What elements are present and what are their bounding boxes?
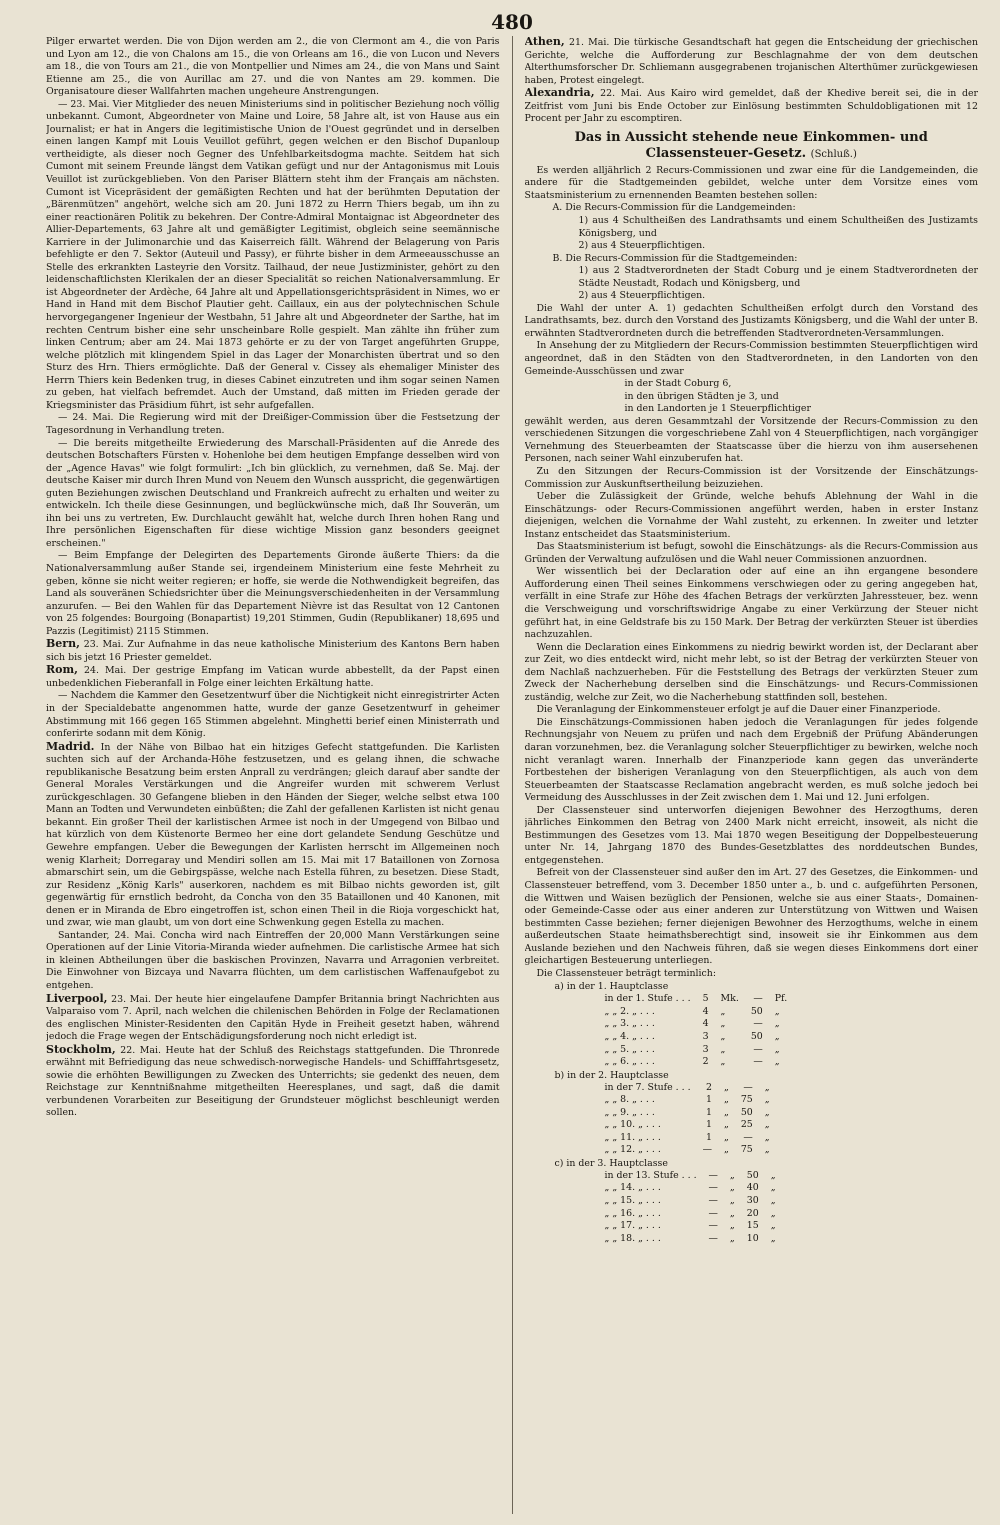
- commission-b-item: 2) aus 4 Steuerpflichtigen.: [578, 290, 706, 302]
- article-madrid: [46, 741, 500, 930]
- tax-veranlagung: Die Veranlagung der Einkommensteuer erfolgt je auf die Dauer einer Finanzperiode.: [536, 704, 941, 716]
- rate-mark-unit: „: [729, 1207, 735, 1219]
- rate-stufe: „ „ 12. „ . . .: [604, 1144, 661, 1156]
- distribution-item: in den übrigen Städten je 3, und: [624, 390, 779, 402]
- dateline-bern: Bern,: [46, 637, 80, 651]
- rate-pfennig-unit: „: [764, 1119, 770, 1131]
- tax-staatsministerium: Das Staatsministerium ist befugt, sowohl die Einschätzungs- als die Recurs-Commission aus Gründen der Verwaltung aufzulösen und die Wahl neuer Commissionen anzuordnen.: [524, 541, 978, 565]
- rate-table: [599, 993, 794, 1068]
- dateline-alexandria: Alexandria,: [524, 86, 595, 100]
- rate-pfennig: 20: [746, 1207, 759, 1219]
- rate-mark: —: [708, 1220, 718, 1232]
- rate-row: [599, 1082, 776, 1095]
- rate-mark-unit: „: [729, 1182, 735, 1194]
- rate-pfennig: —: [753, 1043, 763, 1055]
- rate-mark: 1: [705, 1094, 712, 1106]
- rate-stufe: „ „ 16. „ . . .: [604, 1207, 661, 1219]
- dateline-rom: Rom,: [46, 663, 78, 677]
- distribution-item: in der Stadt Coburg 6,: [624, 378, 732, 390]
- rate-pfennig-unit: „: [770, 1220, 776, 1232]
- rate-stufe: „ „ 6. „ . . .: [604, 1056, 655, 1068]
- commission-a: [525, 202, 979, 215]
- article-alexandria-text: 22. Mai. Aus Kairo wird gemeldet, daß der Khedive bereit sei, die in der Zeitfrist vom Juni bis Ende October zur Einlösung bestimmten Schuldobligationen mit 12 Procent per Jahr zu escomptiren.: [524, 88, 978, 125]
- rate-pfennig-unit: „: [770, 1182, 776, 1194]
- rate-stufe: in der 1. Stufe . . .: [604, 993, 691, 1005]
- rate-pfennig: 50: [750, 1031, 763, 1043]
- rate-mark: 4: [702, 1018, 709, 1030]
- commission-a-items: [525, 215, 979, 253]
- right-column: [525, 36, 979, 1514]
- distribution-list: [525, 378, 979, 416]
- rate-row: [599, 1144, 776, 1157]
- rate-mark-unit: „: [723, 1131, 729, 1143]
- rate-row: [599, 993, 794, 1006]
- rate-pfennig: —: [743, 1131, 753, 1143]
- rate-mark-unit: „: [729, 1220, 735, 1232]
- article-bern-text: 23. Mai. Zur Aufnahme in das neue katholische Ministerium des Kantons Bern haben sich bis jetzt 16 Priester gemeldet.: [46, 639, 500, 663]
- article-liverpool: [46, 993, 500, 1044]
- rate-stufe: „ „ 17. „ . . .: [604, 1220, 661, 1232]
- rate-stufe: „ „ 10. „ . . .: [604, 1119, 661, 1131]
- rate-pfennig-unit: „: [764, 1144, 770, 1156]
- rate-row: [599, 1195, 782, 1208]
- rate-mark-unit: „: [720, 1005, 726, 1017]
- rate-mark-unit: „: [729, 1169, 735, 1181]
- rate-pfennig-unit: „: [774, 1005, 780, 1017]
- columns: [46, 36, 978, 1514]
- article-hohenlohe: — Die bereits mitgetheilte Erwiederung des Marschall-Präsidenten auf die Anrede des deutschen Botschafters Fürsten v. Hohenlohe bei dem heutigen Empfange desselben wird von der „Agence Havas" wie folgt formulirt: „Ich bin glücklich, zu vernehmen, daß Se. Maj. der deutsche Kaiser mir durch Ihren Mund von Neuem den Wunsch ausspricht, die gegenwärtigen guten Beziehungen zwischen Deutschland und Frankreich aufrecht zu erhalten und weiter zu entwickeln. Ich theile diese Gesinnungen, und beglückwünsche mich, daß Ihr Souverän, um ihn bei uns zu vertreten, Ew. Durchlaucht gewählt hat, welche durch Ihren hohen Rang und Ihre persönlichen Eigenschaften für diese wichtige Mission ganz besonders geeignet erscheinen.": [46, 437, 500, 549]
- dateline-liverpool: Liverpool,: [46, 991, 108, 1005]
- rate-mark-unit: „: [723, 1094, 729, 1106]
- rate-mark: 1: [705, 1119, 712, 1131]
- tax-befreit: Befreit von der Classensteuer sind außer den im Art. 27 des Gesetzes, die Einkommen- und Classensteuer betreffend, vom 3. December 1850 unter a., b. und c. aufgeführten Personen, die Wittwen und Waisen bezüglich der Pensionen, welche sie aus einer Staats-, Domainen- oder Gemeinde-Casse oder aus einer anderen zur Unterstützung von Wittwen und Waisen bestimmten Casse beziehen; ferner diejenigen Bewohner des Herzogthums, welche in einem außerdeutschen Staate heimathsberechtigt sind, insoweit sie ihr Einkommen aus dem Auslande beziehen und den Nachweis führen, daß sie wegen dieses Einkommens dort einer gleichartigen Besteuerung unterliegen.: [524, 867, 978, 967]
- rate-pfennig-unit: „: [764, 1131, 770, 1143]
- rate-row: [599, 1018, 794, 1031]
- rate-pfennig: 50: [750, 1005, 763, 1017]
- rate-pfennig-unit: „: [770, 1207, 776, 1219]
- rate-mark: 3: [702, 1031, 709, 1043]
- rate-stufe: „ „ 9. „ . . .: [604, 1106, 655, 1118]
- rate-mark: 2: [705, 1081, 712, 1093]
- rate-mark-unit: „: [720, 1043, 726, 1055]
- rate-pfennig: 50: [740, 1106, 753, 1118]
- rate-mark: —: [708, 1232, 718, 1244]
- tax-gewaehlt: gewählt werden, aus deren Gesammtzahl der Vorsitzende der Recurs-Commission zu den verschiedenen Sitzungen die vorgeschriebene Zahl von 4 Steuerpflichtigen, nach vorgängiger Vernehmung des Steuerbeamten der Staatscasse über die hierzu von ihm ausersehenen Personen, nach seiner Wahl einzuberufen hat.: [524, 415, 978, 465]
- rate-stufe: „ „ 3. „ . . .: [604, 1018, 655, 1030]
- commission-a-head: A. Die Recurs-Commission für die Landgemeinden:: [552, 202, 796, 214]
- article-santander: Santander, 24. Mai. Concha wird nach Eintreffen der 20,000 Mann Verstärkungen seine Operationen auf der Linie Vitoria-Miranda wieder aufnehmen. Die carlistische Armee hat sich in kleinen Abtheilungen über die baskischen Provinzen, Navarra und Arragonien verbreitet. Die Einwohner von Bizcaya und Navarra flüchten, um dem carlistischen Waffenaufgebot zu entgehen.: [46, 929, 500, 992]
- tax-einschaetzung: Die Einschätzungs-Commissionen haben jedoch die Veranlagungen für jedes folgende Rechnungsjahr von Neuem zu prüfen und nach dem Ergebniß der Prüfung Abänderungen daran vorzunehmen, bez. die Veranlagung solcher Steuerpflichtiger zu bewirken, welche noch nicht veranlagt waren. Innerhalb der Finanzperiode kann gegen das unveränderte Fortbestehen der bisherigen Veranlagung von den Steuerpflichtigen, als auch von dem Steuerbeamten der Staatscasse Reclamation angebracht werden, es muß solche jedoch bei Vermeidung des Ausschlusses in der Zeit zwischen dem 1. Mai und 12. Juni erfolgen.: [524, 716, 978, 804]
- rate-pfennig-unit: „: [774, 1031, 780, 1043]
- rate-mark: —: [708, 1182, 718, 1194]
- rate-pfennig: —: [743, 1081, 753, 1093]
- article-athen: [525, 36, 979, 87]
- dateline-stockholm: Stockholm,: [46, 1042, 116, 1056]
- article-ministerium: — 23. Mai. Vier Mitglieder des neuen Ministeriums sind in politischer Beziehung noch völlig unbekannt. Cumont, Abgeordneter von Maine und Loire, 58 Jahre alt, ist von Hause aus ein Journalist; er hat in Angers die legitimistische Union de l'Ouest gegründet und in derselben einen langen Kampf mit Louis Veuillot geführt, gegen welchen er den Bischof Dupanloup vertheidigte, als dieser noch Gegner des Unfehlbarkeitsdogma machte. Seitdem hat sich Cumont mit seinem Freunde längst dem Vatikan gefügt und nur der Antagonismus mit Louis Veuillot ist zurückgeblieben. Von den Pariser Blättern steht ihm der Français am nächsten. Cumont ist Vicepräsident der gemäßigten Rechten und hat der berühmten Deputation der „Bärenmützen" angehört, welche sich am 20. Juni 1872 zu Herrn Thiers begab, um ihn zu einer reactionären Politik zu bekehren. Der Contre-Admiral Montaignac ist Abgeordneter des Allier-Departements, 63 Jahre alt und gemäßigter Legitimist, obgleich seine seemännische Karriere in der Julimonarchie und das Kaiserreich fällt. Während der Belagerung von Paris befehligte er den 7. Sektor (Auteuil und Passy), er führte bisher in dem Armeeausschusse an Stelle des erkrankten Lasteyrie den Vorsitz. Tailhaud, der neue Justizminister, gehört zu den leidenschaftlichsten Klerikalen der an dieser Specialität so reichen Nationalversammlung. Er ist Abgeordneter der Ardèche, 64 Jahre alt und Appellationsgerichtspräsident in Nimes, wo er Hand in Hand mit dem Bischof Plautier geht. Caillaux, ein aus der polytechnischen Schule hervorgegangener Ingenieur der Westbahn, 51 Jahre alt und Abgeordneter der Sarthe, hat im rechten Centrum bisher eine sehr unscheinbare Rolle gespielt. Man zählte ihn früher zum linken Centrum; aber am 24. Mai 1873 gehörte er zu der von Target angeführten Gruppe, welche plötzlich mit klingendem Spiel in das Lager der Monarchisten übertrat und so den Sturz des Hrn. Thiers ermöglichte. Daß der General v. Cissey als ehemaliger Minister des Herrn Thiers kein Bedenken trug, in dieses Cabinet einzutreten und ihm sogar seinen Namen zu geben, hat vielfach befremdet. Auch der Umstand, daß mitten im Frieden gerade der Kriegsminister das Präsidium führt, ist sehr aufgefallen.: [46, 98, 500, 411]
- tax-wahl: Die Wahl der unter A. 1) gedachten Schultheißen erfolgt durch den Vorstand des Landrathsamts, bez. durch den Vorstand des Justizamts Königsberg, und die Wahl der unter B. erwähnten Stadtverordneten durch die betreffenden Stadtverordneten-Versammlungen.: [524, 302, 978, 339]
- rate-pfennig-unit: „: [764, 1106, 770, 1118]
- rate-pfennig: 75: [740, 1094, 753, 1106]
- article-gironde: — Beim Empfange der Delegirten des Departements Gironde äußerte Thiers: da die Nationalversammlung außer Stande sei, irgendeinem Ministerium eine feste Mehrheit zu geben, könne sie nicht weiter regieren; er hoffe, sie werde die Nothwendigkeit begreifen, das Land als souveränen Schiedsrichter über die Meinungsverschiedenheiten in der Versammlung anzurufen. — Bei den Wahlen für das Departement Nièvre ist das Resultat von 12 Cantonen von 25 folgendes: Bourgoing (Bonapartist) 19,201 Stimmen, Gudin (Republikaner) 18,695 und Pazzis (Legitimist) 2115 Stimmen.: [46, 550, 500, 637]
- tax-sitzungen: Zu den Sitzungen der Recurs-Commission ist der Vorsitzende der Einschätzungs-Commission zur Auskunftsertheilung beizuziehen.: [524, 465, 978, 490]
- rate-row: [599, 1208, 782, 1221]
- left-column: [46, 36, 500, 1514]
- rate-mark: —: [708, 1207, 718, 1219]
- rate-mark: 4: [702, 1005, 709, 1017]
- rate-mark: 5: [702, 993, 709, 1005]
- rate-stufe: in der 7. Stufe . . .: [604, 1081, 691, 1093]
- rate-pfennig-unit: „: [770, 1232, 776, 1244]
- rate-stufe: „ „ 14. „ . . .: [604, 1182, 661, 1194]
- rate-row: [599, 1044, 794, 1057]
- rate-row: [599, 1182, 782, 1195]
- rate-mark-unit: „: [723, 1119, 729, 1131]
- column-divider: [512, 36, 513, 1514]
- article-dreissiger-commission: — 24. Mai. Die Regierung wird mit der Dreißiger-Commission über die Festsetzung der Tagesordnung in Verhandlung treten.: [46, 412, 500, 436]
- rate-pfennig-unit: „: [774, 1056, 780, 1068]
- rate-mark: —: [708, 1169, 718, 1181]
- rate-pfennig-unit: „: [770, 1195, 776, 1207]
- distribution-item: in den Landorten je 1 Steuerpflichtiger: [624, 403, 811, 415]
- rate-row: [599, 1220, 782, 1233]
- rate-mark-unit: „: [723, 1081, 729, 1093]
- rate-pfennig-unit: „: [774, 1043, 780, 1055]
- rate-pfennig: 15: [746, 1220, 759, 1232]
- article-pilger: Pilger erwartet werden. Die von Dijon werden am 2., die von Clermont am 4., die von Paris und Lyon am 12., die von Chalons am 15., die von Orleans am 16., die von Lucon und Nevers am 18., die von Tours am 21., die von Montpellier und Nimes am 24., die von Mans und Saint Etienne am 25., die von Aurillac am 27. und die von Nantes am 29. kommen. Die Organisatoure dieser Wallfahrten machen ungeheure Anstrengungen.: [46, 36, 500, 98]
- rate-stufe: „ „ 11. „ . . .: [604, 1131, 661, 1143]
- rate-row: [599, 1006, 794, 1019]
- rate-groups: [525, 980, 979, 1245]
- article-stockholm: [46, 1044, 500, 1120]
- rate-mark-unit: „: [720, 1056, 726, 1068]
- section-title-text: Das in Aussicht stehende neue Einkommen- und Classensteuer-Gesetz.: [574, 129, 928, 161]
- rate-group-head: a) in der 1. Hauptclasse: [554, 981, 669, 993]
- article-rom: [46, 664, 500, 690]
- rate-row: [599, 1031, 794, 1044]
- commission-a-item: 1) aus 4 Schultheißen des Landrathsamts und einem Schultheißen des Justizamts Königsberg, und: [578, 215, 978, 239]
- rate-mark-unit: „: [720, 1031, 726, 1043]
- rate-mark-unit: „: [723, 1144, 729, 1156]
- section-note: (Schluß.): [810, 148, 857, 160]
- rate-group-head: c) in der 3. Hauptclasse: [554, 1157, 668, 1169]
- rate-pfennig: 75: [740, 1144, 753, 1156]
- rate-row: [599, 1119, 776, 1132]
- rate-pfennig-unit: „: [774, 1018, 780, 1030]
- article-bern: [46, 638, 500, 664]
- article-athen-text: 21. Mai. Die türkische Gesandtschaft hat gegen die Entscheidung der griechischen Gerichte, welche die Aufforderung zur Beschlagnahme der von dem deutschen Alterthumsforscher Dr. Schliemann ausgegrabenen trojanischen Alterthümer zurückgewiesen haben, Protest eingelegt.: [524, 37, 978, 86]
- rate-stufe: „ „ 5. „ . . .: [604, 1043, 655, 1055]
- rate-pfennig-unit: „: [764, 1094, 770, 1106]
- tax-zulaessigkeit: Ueber die Zulässigkeit der Gründe, welche behufs Ablehnung der Wahl in die Einschätzungs- oder Recurs-Commissionen angeführt werden, haben in erster Instanz diejenigen, welchen die Vornahme der Wahl zusteht, zu erkennen. In zweiter und letzter Instanz entscheidet das Staatsministerium.: [524, 491, 978, 540]
- rate-stufe: „ „ 8. „ . . .: [604, 1094, 655, 1106]
- rate-stufe: „ „ 2. „ . . .: [604, 1005, 655, 1017]
- tax-declaration: Wer wissentlich bei der Declaration oder auf eine an ihn ergangene besondere Aufforderung einen Theil seines Einkommens verschwiegen oder zu gering angegeben hat, verfällt in eine Strafe zur Höhe des 4fachen Betrags der verkürzten Jahressteuer, bez. wenn die Verschweigung und vorschriftswidrige Angabe zu einer Verkürzung der Steuer nicht geführt hat, in eine Geldstrafe bis zu 150 Mark. Der Betrag der verkürzten Steuer ist überdies nachzuzahlen.: [524, 566, 978, 641]
- article-madrid-text: In der Nähe von Bilbao hat ein hitziges Gefecht stattgefunden. Die Karlisten suchten sich auf der Archanda-Höhe festzusetzen, und es gelang ihnen, die schwache republikanische Besatzung beim ersten Anprall zu verdrängen; gleich darauf aber sandte der General Morales Verstärkungen und die Angreifer wurden mit schwerem Verlust zurückgeschlagen. 30 Gefangene blieben in den Händen der Sieger, welche selbst etwa 100 Mann an Todten und Verwundeten einbüßten; die Zahl der gefallenen Karlisten ist nicht genau bekannt. Ein großer Theil der karlistischen Armee ist noch in der Umgegend von Bilbao und hat kürzlich von dem Küstenorte Bermeo her eine dort gelandete Sendung Geschütze und Gewehre empfangen. Ueber die Bewegungen der Karlisten herrscht im Allgemeinen noch wenig Klarheit; Dorregaray und Mendiri sollen am 15. Mai mit 17 Bataillonen von Zornosa abmarschirt sein, um die Gebirgspässe, welche nach Estella führen, zu besetzen. Diese Stadt, zur Residenz „König Karls" auserkoren, nachdem es mit Bilbao nichts geworden ist, gilt gegenwärtig für ernstlich bedroht, da Concha von den 35 Bataillonen und 40 Kanonen, mit denen er in Miranda de Ebro eingetroffen ist, schon einen Theil in die Rioja vorgeschickt hat, und zwar, wie man glaubt, um von dort eine Schwenkung gegen Estella zu machen.: [46, 741, 500, 929]
- section-title: [525, 130, 979, 163]
- tax-ansehung: In Ansehung der zu Mitgliedern der Recurs-Commission bestimmten Steuerpflichtigen wird angeordnet, daß in den Städten von den Stadtverordneten, in den Landorten von den Gemeinde-Ausschüssen und zwar: [524, 340, 978, 377]
- rate-pfennig: 50: [746, 1169, 759, 1181]
- rate-pfennig: 25: [740, 1119, 753, 1131]
- rate-mark: 1: [705, 1106, 712, 1118]
- rate-pfennig: —: [753, 1056, 763, 1068]
- rate-stufe: „ „ 15. „ . . .: [604, 1195, 661, 1207]
- rate-pfennig-unit: „: [770, 1169, 776, 1181]
- rate-row: [599, 1233, 782, 1246]
- tax-saetze: Die Classensteuer beträgt terminlich:: [536, 967, 716, 979]
- rate-mark: 2: [702, 1056, 709, 1068]
- page-number: 480: [491, 10, 533, 34]
- rate-stufe: „ „ 18. „ . . .: [604, 1232, 661, 1244]
- rate-mark-unit: „: [729, 1232, 735, 1244]
- article-rom-kammer: — Nachdem die Kammer den Gesetzentwurf über die Nichtigkeit nicht einregistrirter Acten in der Specialdebatte angenommen hatte, wurde der ganze Gesetzentwurf in geheimer Abstimmung mit 166 gegen 165 Stimmen abgelehnt. Minghetti berief einen Ministerrath und conferirte sodann mit dem König.: [46, 690, 500, 740]
- commission-b-items: [525, 265, 979, 303]
- article-stockholm-text: 22. Mai. Heute hat der Schluß des Reichstags stattgefunden. Die Thronrede erwähnt mit Befriedigung das neue schwedisch-norwegische Handels- und Schifffahrtsgesetz, sowie die erhöhten Bewilligungen zu Zwecken des Unterrichts; sie gedenkt des neuen, dem Reichstage zur Kenntnißnahme mitgetheilten Heeresplanes, und sagt, daß die damit verbundenen Vorarbeiten zur Beseitigung der Grundsteuer möglichst beschleunigt werden sollen.: [46, 1044, 500, 1119]
- commission-b-head: B. Die Recurs-Commission für die Stadtgemeinden:: [552, 252, 798, 264]
- rate-table: [599, 1082, 776, 1157]
- rate-mark: —: [702, 1144, 712, 1156]
- rate-pfennig: —: [753, 993, 763, 1005]
- rate-stufe: in der 13. Stufe . . .: [604, 1169, 697, 1181]
- rate-pfennig-unit: Pf.: [774, 993, 788, 1005]
- rate-mark: 1: [705, 1131, 712, 1143]
- rate-row: [599, 1132, 776, 1145]
- rate-mark: 3: [702, 1043, 709, 1055]
- rate-mark-unit: Mk.: [720, 993, 739, 1005]
- rate-row: [599, 1056, 794, 1069]
- article-liverpool-text: 23. Mai. Der heute hier eingelaufene Dampfer Britannia bringt Nachrichten aus Valparaiso vom 7. April, nach welchen die chilenischen Behörden in Folge der Reclamationen des englischen Minister-Residenten den Capitän Hyde in Freiheit gesetzt haben, während jedoch die Frage wegen der Entschädigungsforderung noch nicht erledigt ist.: [46, 993, 500, 1043]
- rate-mark-unit: „: [723, 1106, 729, 1118]
- rate-mark: —: [708, 1195, 718, 1207]
- tax-nacherhebung: Wenn die Declaration eines Einkommens zu niedrig bewirkt worden ist, der Declarant aber zur Zeit, wo dies entdeckt wird, nicht mehr lebt, so ist der Betrag der verkürzten Steuer von dem Nachlaß nachzuerheben. Für die Feststellung des Betrags der verkürzten Steuer zum Zweck der Nacherhebung derselben sind die Einschätzungs- und Recurs-Commissionen zuständig, welche zur Zeit, wo die Nacherhebung stattfinden soll, bestehen.: [524, 641, 978, 703]
- rate-group-head: b) in der 2. Hauptclasse: [554, 1069, 669, 1081]
- commission-b: [525, 253, 979, 266]
- rate-pfennig: 40: [746, 1182, 759, 1194]
- rate-stufe: „ „ 4. „ . . .: [604, 1031, 655, 1043]
- rate-table: [599, 1170, 782, 1245]
- tax-intro: Es werden alljährlich 2 Recurs-Commissionen und zwar eine für die Landgemeinden, die andere für die Stadtgemeinden gebildet, welche unter dem Vorsitze eines vom Staatsministerium zu ernennenden Beamten bestehen sollen:: [524, 164, 978, 201]
- dateline-athen: Athen,: [524, 36, 565, 48]
- rate-row: [599, 1170, 782, 1183]
- rate-pfennig: 10: [746, 1232, 759, 1244]
- commission-a-item: 2) aus 4 Steuerpflichtigen.: [578, 240, 706, 252]
- rate-mark-unit: „: [720, 1018, 726, 1030]
- article-rom-text: 24. Mai. Der gestrige Empfang im Vatican wurde abbestellt, da der Papst einen unbedenklichen Fieberanfall in Folge einer leichten Erkältung hatte.: [46, 665, 500, 689]
- rate-pfennig-unit: „: [764, 1081, 770, 1093]
- rate-pfennig: —: [753, 1018, 763, 1030]
- rate-pfennig: 30: [746, 1195, 759, 1207]
- dateline-madrid: Madrid.: [46, 739, 95, 753]
- article-alexandria: [525, 87, 979, 126]
- rate-row: [599, 1107, 776, 1120]
- rate-row: [599, 1094, 776, 1107]
- tax-classensteuer: Der Classensteuer sind unterworfen diejenigen Bewohner des Herzogthums, deren jährliches Einkommen den Betrag von 2400 Mark nicht erreicht, insoweit, als nicht die Bestimmungen des Gesetzes vom 13. Mai 1870 wegen Beseitigung der Doppelbesteuerung unter Nr. 14, Jahrgang 1870 des Bundes-Gesetzblattes des norddeutschen Bundes, entgegenstehen.: [524, 804, 978, 866]
- rate-mark-unit: „: [729, 1195, 735, 1207]
- commission-b-item: 1) aus 2 Stadtverordneten der Stadt Coburg und je einem Stadtverordneten der Städte Neustadt, Rodach und Königsberg, und: [578, 265, 978, 289]
